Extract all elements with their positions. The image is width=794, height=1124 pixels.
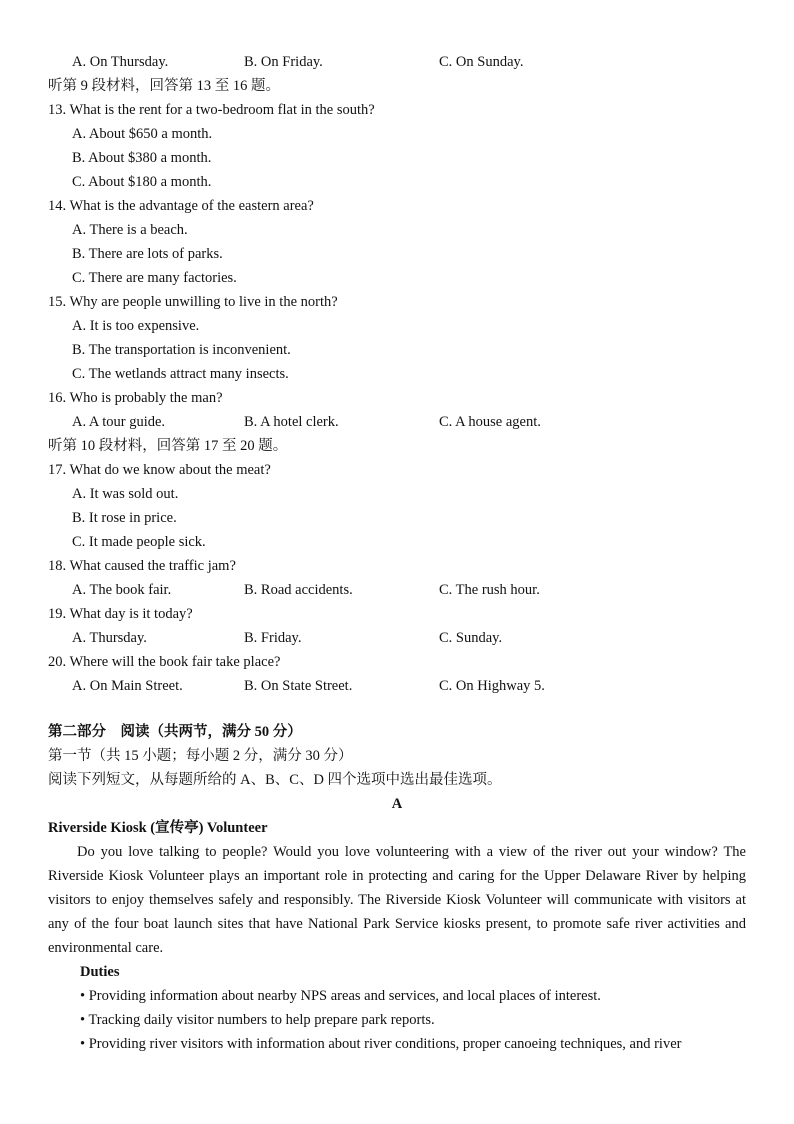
passage-letter: A bbox=[391, 796, 403, 812]
q19-option-b: B. Friday. bbox=[244, 630, 302, 646]
section9-intro: 听第 9 段材料，回答第 13 至 16 题。 bbox=[48, 78, 280, 94]
q17-option-c: C. It made people sick. bbox=[72, 534, 206, 550]
q15-option-a: A. It is too expensive. bbox=[72, 318, 200, 334]
q17-option-a: A. It was sold out. bbox=[72, 486, 179, 502]
q13-option-b: B. About $380 a month. bbox=[72, 150, 212, 166]
q19-option-c: C. Sunday. bbox=[439, 630, 503, 646]
q13-option-c: C. About $180 a month. bbox=[72, 174, 212, 190]
duty-item: • Providing information about nearby NPS areas and services, and local places of interest. bbox=[80, 988, 601, 1004]
q14-option-b: B. There are lots of parks. bbox=[72, 246, 223, 262]
duties-heading: Duties bbox=[80, 964, 120, 980]
q20-stem: 20. Where will the book fair take place? bbox=[48, 654, 281, 670]
q16-option-c: C. A house agent. bbox=[439, 414, 541, 430]
section10-intro: 听第 10 段材料，回答第 17 至 20 题。 bbox=[48, 438, 288, 454]
q14-stem: 14. What is the advantage of the eastern area? bbox=[48, 198, 314, 214]
q18-option-b: B. Road accidents. bbox=[244, 582, 353, 598]
q20-option-a: A. On Main Street. bbox=[72, 678, 183, 694]
q14-option-a: A. There is a beach. bbox=[72, 222, 188, 238]
q15-option-b: B. The transportation is inconvenient. bbox=[72, 342, 291, 358]
duty-item: • Providing river visitors with information about river conditions, proper canoeing techniques, and river bbox=[80, 1036, 682, 1052]
q20-options bbox=[0, 674, 794, 698]
q13-stem: 13. What is the rent for a two-bedroom flat in the south? bbox=[48, 102, 375, 118]
q16-stem: 16. Who is probably the man? bbox=[48, 390, 223, 406]
passage-title: Riverside Kiosk (宣传亭) Volunteer bbox=[48, 820, 268, 836]
q18-stem: 18. What caused the traffic jam? bbox=[48, 558, 236, 574]
q18-option-a: A. The book fair. bbox=[72, 582, 172, 598]
duty-item: • Tracking daily visitor numbers to help prepare park reports. bbox=[80, 1012, 435, 1028]
q19-options bbox=[0, 626, 794, 650]
q18-option-c: C. The rush hour. bbox=[439, 582, 540, 598]
part2-section1: 第一节（共 15 小题；每小题 2 分，满分 30 分） bbox=[48, 748, 353, 764]
q15-stem: 15. Why are people unwilling to live in the north? bbox=[48, 294, 338, 310]
q20-option-b: B. On State Street. bbox=[244, 678, 353, 694]
q14-option-c: C. There are many factories. bbox=[72, 270, 237, 286]
q16-options bbox=[0, 410, 794, 434]
q12-option-b: B. On Friday. bbox=[244, 54, 323, 70]
part2-instructions: 阅读下列短文，从每题所给的 A、B、C、D 四个选项中选出最佳选项。 bbox=[48, 772, 502, 788]
q16-option-b: B. A hotel clerk. bbox=[244, 414, 339, 430]
q12-option-a: A. On Thursday. bbox=[72, 54, 169, 70]
q17-stem: 17. What do we know about the meat? bbox=[48, 462, 271, 478]
q18-options bbox=[0, 578, 794, 602]
passage-paragraph: Do you love talking to people? Would you love volunteering with a view of the river out your window? The Riverside Kiosk Volunteer plays an important role in protecting and caring for the Upper Delaware River by helping visitors to enjoy themselves safely and responsibly. The Riverside Kiosk Volunteer will communicate with visitors at any of the four boat launch sites that have National Park Service kiosks present, to promote safe river activities and environmental care. bbox=[48, 844, 746, 956]
q12-option-c: C. On Sunday. bbox=[439, 54, 524, 70]
q12-options bbox=[0, 50, 794, 74]
q19-stem: 19. What day is it today? bbox=[48, 606, 193, 622]
q16-option-a: A. A tour guide. bbox=[72, 414, 166, 430]
q13-option-a: A. About $650 a month. bbox=[72, 126, 213, 142]
q15-option-c: C. The wetlands attract many insects. bbox=[72, 366, 289, 382]
q20-option-c: C. On Highway 5. bbox=[439, 678, 545, 694]
q17-option-b: B. It rose in price. bbox=[72, 510, 177, 526]
q19-option-a: A. Thursday. bbox=[72, 630, 147, 646]
part2-title: 第二部分 阅读（共两节，满分 50 分） bbox=[48, 724, 302, 740]
